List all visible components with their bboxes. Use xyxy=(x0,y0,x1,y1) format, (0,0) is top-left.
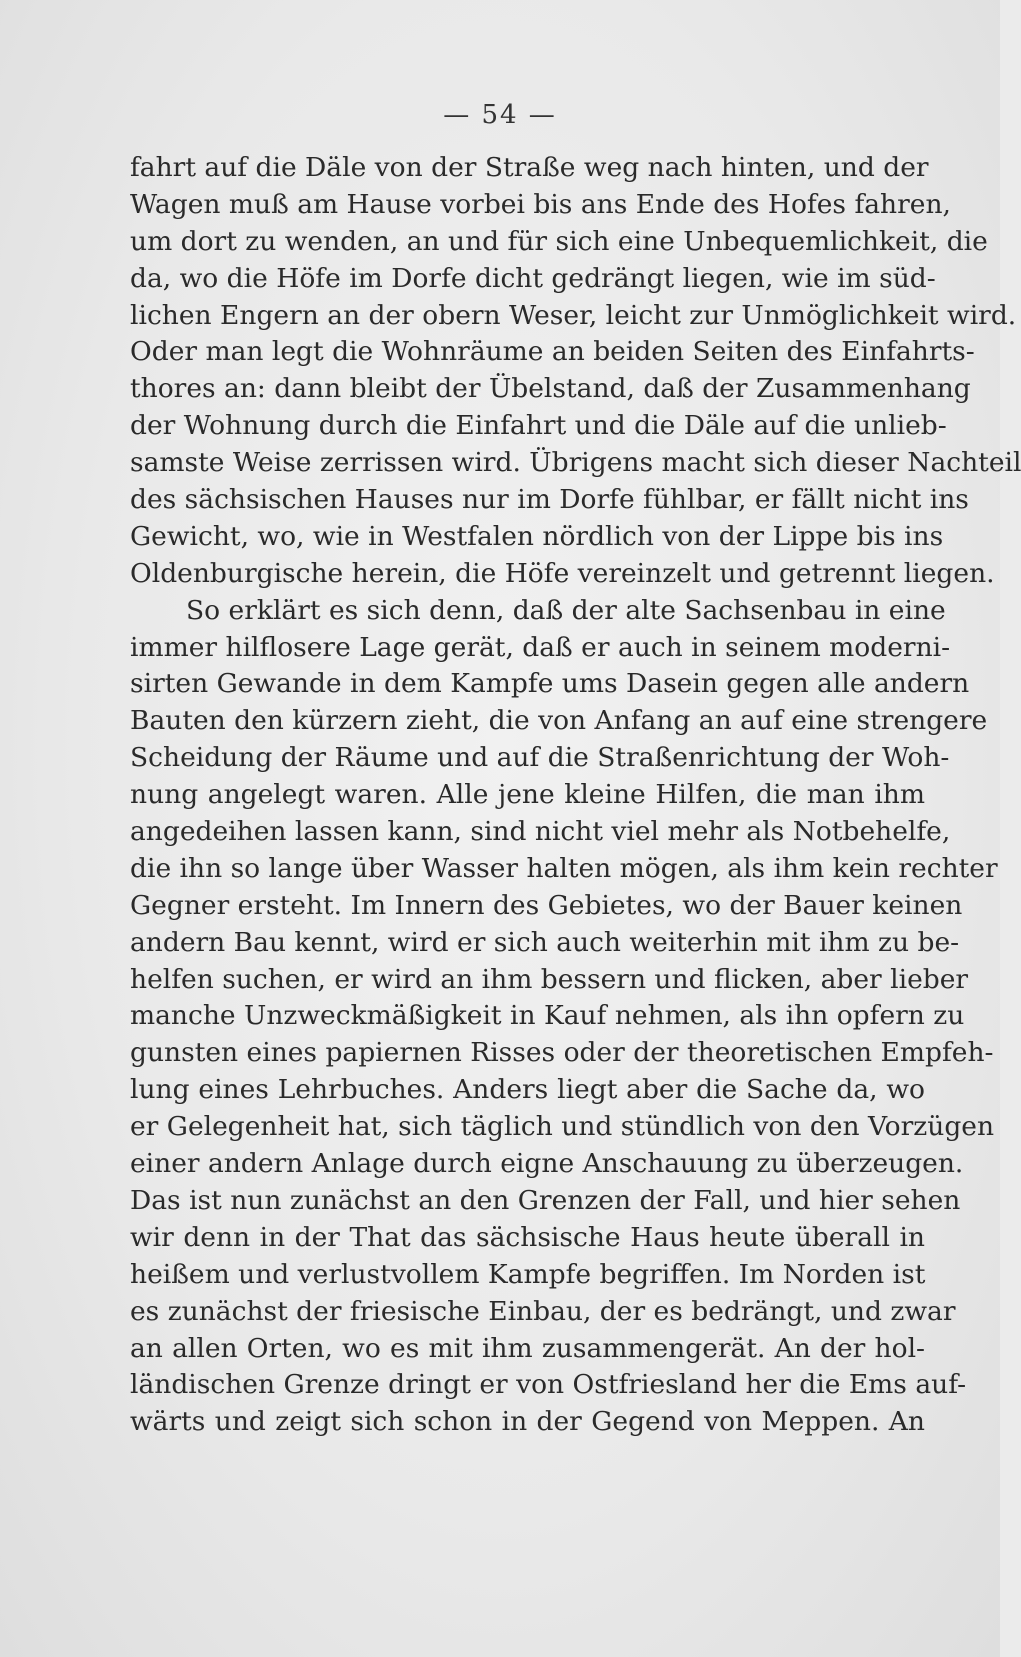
text-line: des sächsischen Hauses nur im Dorfe fühlbar, er fällt nicht ins xyxy=(130,484,969,516)
text-line: Das ist nun zunächst an den Grenzen der Fall, und hier sehen xyxy=(130,1184,961,1216)
text-line: einer andern Anlage durch eigne Anschauung zu überzeugen. xyxy=(130,1148,964,1180)
text-line: andern Bau kennt, wird er sich auch weiterhin mit ihm zu be- xyxy=(130,926,960,958)
text-line: gunsten eines papiernen Risses oder der theoretischen Empfeh- xyxy=(130,1037,994,1069)
text-line: der Wohnung durch die Einfahrt und die Däle auf die unlieb- xyxy=(130,410,947,442)
text-line: wir denn in der That das sächsische Haus heute überall in xyxy=(130,1221,925,1253)
page-number: — 54 — xyxy=(443,100,557,130)
text-line: helfen suchen, er wird an ihm bessern und flicken, aber lieber xyxy=(130,963,969,995)
text-line: es zunächst der friesische Einbau, der es bedrängt, und zwar xyxy=(130,1295,956,1327)
text-line: thores an: dann bleibt der Übelstand, daß der Zusammenhang xyxy=(130,373,971,405)
text-line: Oder man legt die Wohnräume an beiden Seiten des Einfahrts- xyxy=(130,336,975,368)
text-line: er Gelegenheit hat, sich täglich und stündlich von den Vorzügen xyxy=(130,1111,995,1143)
text-line: sirten Gewande in dem Kampfe ums Dasein gegen alle andern xyxy=(130,668,970,700)
text-line: fahrt auf die Däle von der Straße weg nach hinten, und der xyxy=(130,152,929,183)
text-line: Wagen muß am Hause vorbei bis ans Ende des Hofes fahren, xyxy=(130,188,951,220)
text-line: Gegner ersteht. Im Innern des Gebietes, wo der Bauer keinen xyxy=(130,889,963,921)
text-line: lichen Engern an der obern Weser, leicht zur Unmöglichkeit wird. xyxy=(130,299,1017,331)
text-line: die ihn so lange über Wasser halten mögen, als ihm kein rechter xyxy=(130,852,998,884)
text-line: Scheidung der Räume und auf die Straßenrichtung der Woh- xyxy=(130,742,950,774)
text-line: immer hilflosere Lage gerät, daß er auch in seinem moderni- xyxy=(130,631,951,663)
text-line: an allen Orten, wo es mit ihm zusammengerät. An der hol- xyxy=(130,1332,925,1364)
text-line: Oldenburgische herein, die Höfe vereinzelt und getrennt liegen. xyxy=(130,557,995,589)
text-line: da, wo die Höfe im Dorfe dicht gedrängt liegen, wie im süd- xyxy=(130,262,936,294)
text-line: nung angelegt waren. Alle jene kleine Hilfen, die man ihm xyxy=(130,779,925,811)
body-text xyxy=(130,150,1021,1441)
text-line: Bauten den kürzern zieht, die von Anfang an auf eine strengere xyxy=(130,705,988,737)
text-line: So erklärt es sich denn, daß der alte Sachsenbau in eine xyxy=(186,594,946,626)
text-line: angedeihen lassen kann, sind nicht viel mehr als Notbehelfe, xyxy=(130,816,951,848)
text-line: ländischen Grenze dringt er von Ostfriesland her die Ems auf- xyxy=(130,1369,967,1401)
text-line: Gewicht, wo, wie in Westfalen nördlich von der Lippe bis ins xyxy=(130,520,944,552)
text-line: heißem und verlustvollem Kampfe begriffen. Im Norden ist xyxy=(130,1258,926,1290)
text-line: um dort zu wenden, an und für sich eine Unbequemlichkeit, die xyxy=(130,225,988,257)
text-line: manche Unzweckmäßigkeit in Kauf nehmen, als ihn opfern zu xyxy=(130,1000,965,1032)
text-line: lung eines Lehrbuches. Anders liegt aber die Sache da, wo xyxy=(130,1074,925,1106)
text-line: samste Weise zerrissen wird. Übrigens macht sich dieser Nachteil xyxy=(130,447,1021,479)
text-line: wärts und zeigt sich schon in der Gegend von Meppen. An xyxy=(130,1406,925,1438)
